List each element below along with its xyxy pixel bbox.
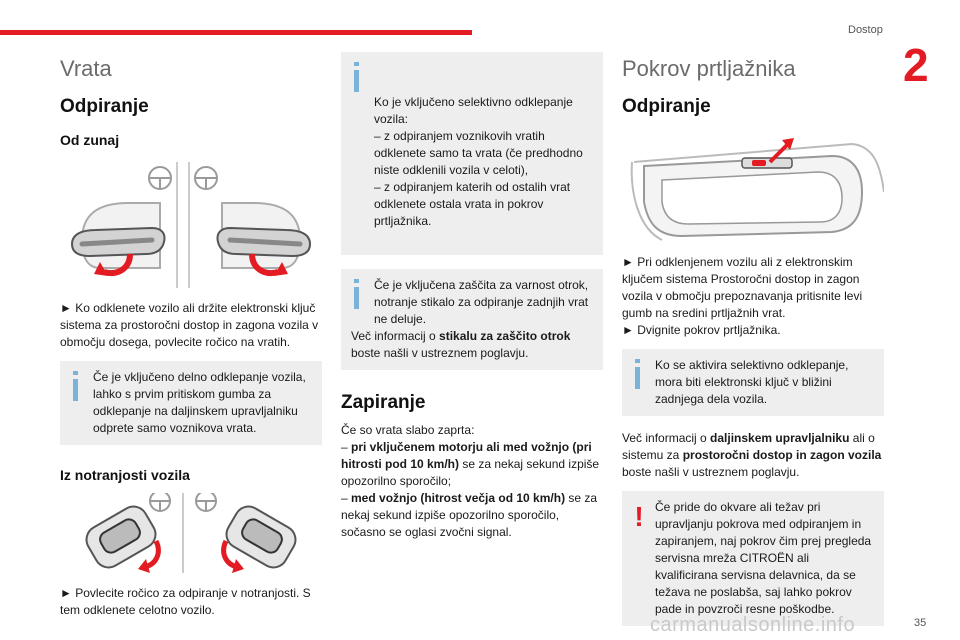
info-icon	[350, 62, 366, 94]
header-accent-bar	[0, 30, 472, 35]
paragraph-closing-intro: Če so vrata slabo zaprta:	[341, 423, 475, 437]
paragraph-more-info: Več informacij o daljinskem upravljalniku ali o sistemu za prostoročni dostop in zagon vozila boste našli v ustreznem poglavju.	[622, 431, 882, 479]
info-note-selective-unlock: Ko je vključeno selektivno odklepanje vozila: – z odpiranjem voznikovih vratih odklenete samo ta vrata (če predhodno niste odklenili vozila v celoti), – z odpiranjem katerih od ostalih vrat odklenete ostala vrata in pokrov prtljažnika.	[341, 52, 603, 255]
section-title-tailgate: Pokrov prtljažnika	[622, 56, 796, 81]
info-icon	[631, 359, 647, 391]
section-label: Dostop	[848, 24, 883, 36]
page-number: 35	[914, 617, 927, 629]
tailgate-button-illustration	[622, 132, 884, 242]
column-doors	[60, 52, 322, 629]
info-icon	[69, 371, 85, 403]
info-note-key-proximity: Ko se aktivira selektivno odklepanje, mora biti elektronski ključ v bližini zadnjega dela vozila.	[622, 349, 884, 416]
heading-from-inside: Iz notranjosti vozila	[60, 467, 190, 483]
heading-from-outside: Od zunaj	[60, 132, 120, 148]
paragraph-closing-item-1: – pri vključenem motorju ali med vožnjo (pri hitrosti pod 10 km/h) se za nekaj sekund izpiše opozorilno sporočilo;	[341, 440, 600, 488]
info-note-partial-unlock: Če je vključeno delno odklepanje vozila, lahko s prvim pritiskom gumba za odklepanje na daljinskem upravljalniku odprete samo voznikova vrata.	[60, 361, 322, 445]
interior-door-handle-illustration	[60, 493, 322, 573]
section-title-doors: Vrata	[60, 56, 112, 81]
info-icon	[350, 279, 366, 311]
info-note-child-lock: Če je vključena zaščita za varnost otrok, notranje stikalo za odpiranje zadnjih vrat ne deluje. Več informacij o stikalu za zaščito otrok boste našli v ustreznem poglavju.	[341, 269, 603, 370]
watermark: carmanualsonline.info	[650, 614, 856, 636]
paragraph-inside: ► Povlecite ročico za odpiranje v notranjosti. S tem odklenete celotno vozilo.	[60, 586, 311, 617]
column-doors-continued	[341, 52, 603, 551]
heading-opening: Odpiranje	[60, 96, 149, 117]
paragraph-tailgate-step-1: ► Pri odklenjenem vozilu ali z elektronskim ključem sistema Prostoročni dostop in zagon vozila v območju prepoznavanja pritisnite levi gumb na sredini prtljažnih vrat.	[622, 255, 863, 320]
paragraph-closing-item-2: – med vožnjo (hitrost večja od 10 km/h) se za nekaj sekund izpiše opozorilno sporočilo, sočasno se oglasi zvočni signal.	[341, 491, 598, 539]
exterior-door-handle-illustration	[60, 158, 322, 288]
paragraph-tailgate-step-2: ► Dvignite pokrov prtljažnika.	[622, 323, 781, 337]
warning-exclamation-icon: !	[634, 501, 644, 532]
heading-closing: Zapiranje	[341, 392, 426, 413]
child-lock-link-text: stikalu za zaščito otrok	[439, 329, 571, 343]
heading-tailgate-opening: Odpiranje	[622, 96, 711, 117]
chapter-number: 2	[903, 39, 929, 91]
paragraph-outside: ► Ko odklenete vozilo ali držite elektronski ključ sistema za prostoročni dostop in zagona vozila v območju dosega, povlecite ročico na vratih.	[60, 301, 319, 349]
column-tailgate	[622, 52, 884, 640]
warning-note-tailgate-fault: ! Če pride do okvare ali težav pri upravljanju pokrova med odpiranjem in zapiranjem, naj pokrov čim prej pregleda servisna mreža CITROËN ali kvalificirana servisna delavnica, da se težava ne poslabša, saj lahko pokrov pade in povzroči resne poškodbe.	[622, 491, 884, 626]
